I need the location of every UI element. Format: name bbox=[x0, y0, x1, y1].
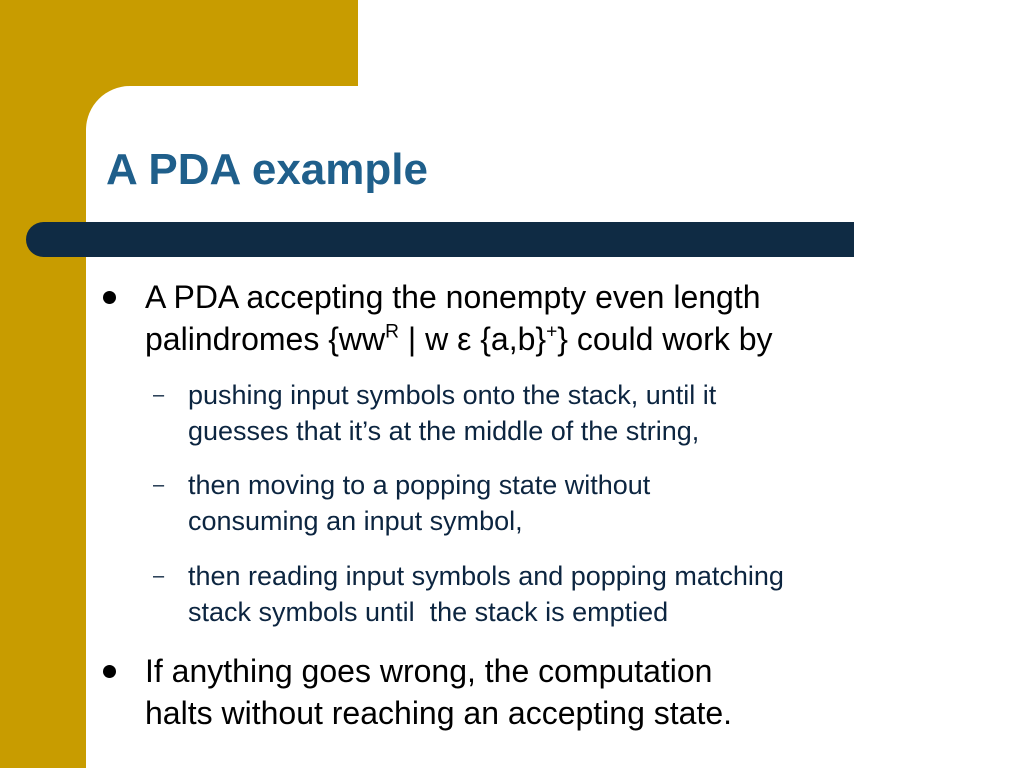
superscript-plus: + bbox=[546, 321, 558, 343]
bullet-dot-icon bbox=[103, 665, 116, 678]
bullet-1-text-b: | w ε {a,b} bbox=[398, 321, 547, 357]
bullet-item-1 bbox=[145, 276, 945, 360]
subbullet-3-line-1: then reading input symbols and popping matching bbox=[188, 561, 784, 591]
bullet-1-text-c: } could work by bbox=[557, 321, 773, 357]
bullet-2-line-2: halts without reaching an accepting state. bbox=[145, 695, 733, 731]
subbullet-item-2 bbox=[153, 467, 968, 539]
dash-icon: – bbox=[153, 384, 165, 406]
bullet-1-text-a: palindromes {ww bbox=[145, 321, 386, 357]
superscript-r: R bbox=[385, 321, 399, 343]
dash-icon: – bbox=[153, 474, 165, 496]
slide-title: A PDA example bbox=[106, 145, 428, 194]
bullet-2-line-1: If anything goes wrong, the computation bbox=[145, 653, 713, 689]
title-underline-bar bbox=[26, 222, 854, 257]
bullet-item-2 bbox=[145, 650, 945, 734]
subbullet-item-3 bbox=[153, 558, 968, 630]
subbullet-item-1 bbox=[153, 377, 968, 449]
bullet-dot-icon bbox=[103, 291, 116, 304]
bullet-1-line-1: A PDA accepting the nonempty even length bbox=[145, 279, 761, 315]
subbullet-3-line-2: stack symbols until the stack is emptied bbox=[188, 597, 669, 627]
subbullet-2-line-1: then moving to a popping state without bbox=[188, 470, 651, 500]
dash-icon: – bbox=[153, 565, 165, 587]
subbullet-2-line-2: consuming an input symbol, bbox=[188, 506, 523, 536]
subbullet-1-line-2: guesses that it’s at the middle of the string, bbox=[188, 416, 700, 446]
bullet-1-line-2 bbox=[145, 318, 945, 360]
subbullet-1-line-1: pushing input symbols onto the stack, until it bbox=[188, 380, 717, 410]
